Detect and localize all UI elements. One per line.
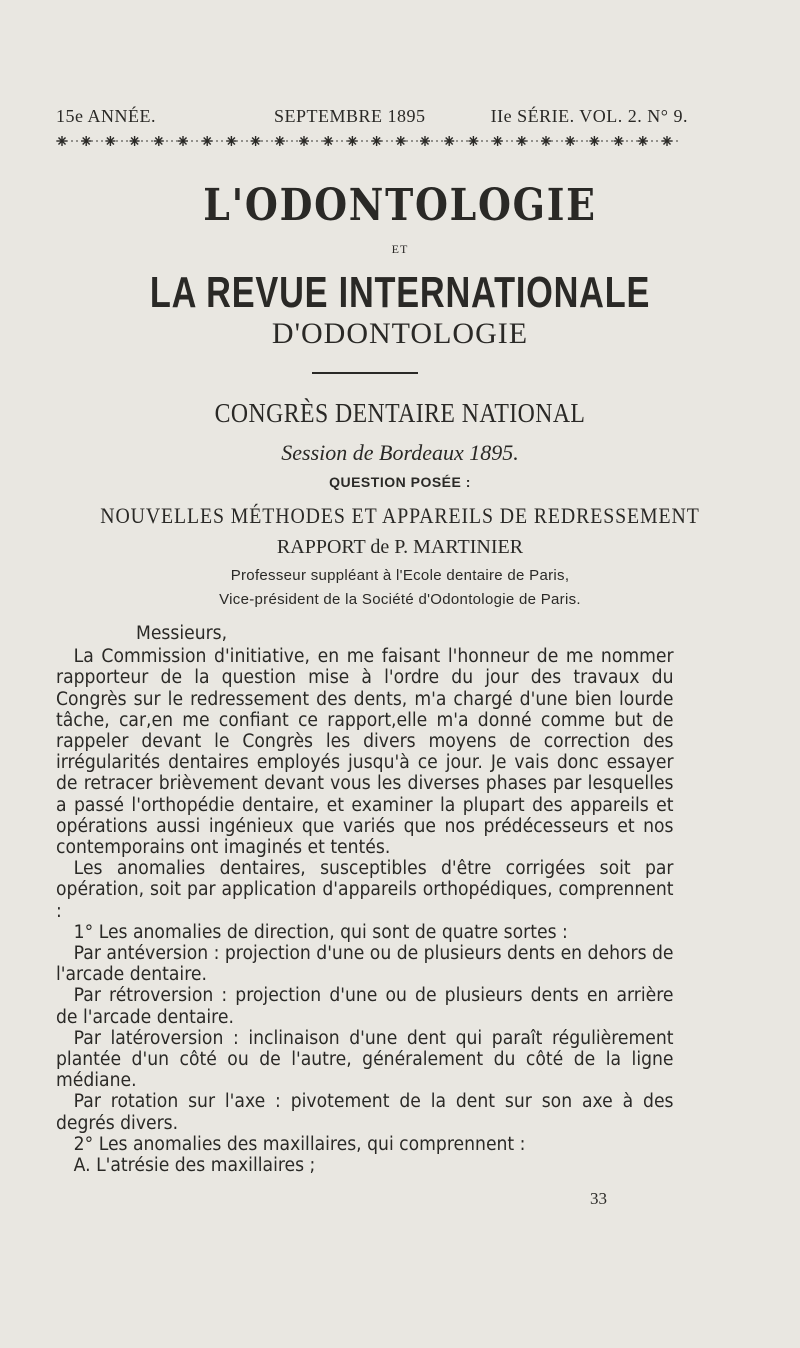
paragraph: Par rotation sur l'axe : pivotement de la dent sur son axe à des degrés divers. <box>56 1091 674 1134</box>
journal-title: L'ODONTOLOGIE <box>203 180 597 231</box>
page-number: 33 <box>590 1189 607 1208</box>
paragraph: Les anomalies dentaires, susceptibles d'être corrigées soit par opération, soit par application d'appareils orthopédiques, comprennent : <box>56 858 674 922</box>
salutation: Messieurs, <box>135 623 228 644</box>
header-date: SEPTEMBRE 1895 <box>274 106 426 126</box>
question-title: NOUVELLES MÉTHODES ET APPAREILS DE REDRESSEMENT <box>100 503 700 528</box>
divider <box>312 372 418 374</box>
header-series: IIe SÉRIE. VOL. 2. N° 9. <box>490 106 688 126</box>
paragraph: Par latéroversion : inclinaison d'une dent qui paraît régulièrement plantée d'un côté ou de l'autre, généralement du côté de la ligne médiane. <box>56 1027 674 1092</box>
author-role-2: Vice-président de la Société d'Odontologie de Paris. <box>219 591 581 608</box>
report-byline: RAPPORT de P. MARTINIER <box>276 536 524 558</box>
article-body <box>56 623 674 1176</box>
session-line: Session de Bordeaux 1895. <box>281 440 519 465</box>
revue-title: LA REVUE INTERNATIONALE <box>149 268 651 317</box>
paragraph: A. L'atrésie des maxillaires ; <box>73 1155 316 1177</box>
header-year: 15e ANNÉE. <box>56 106 156 126</box>
revue-subtitle: D'ODONTOLOGIE <box>271 317 529 350</box>
congress-title: CONGRÈS DENTAIRE NATIONAL <box>214 398 586 428</box>
paragraph: Par antéversion : projection d'une ou de plusieurs dents en dehors de l'arcade dentaire. <box>56 943 674 986</box>
author-role-1: Professeur suppléant à l'Ecole dentaire de Paris, <box>230 567 570 584</box>
question-label: QUESTION POSÉE : <box>329 474 471 490</box>
running-header <box>56 106 688 130</box>
title-conjunction: ET <box>391 242 409 256</box>
paragraph: 2° Les anomalies des maxillaires, qui comprennent : <box>73 1133 526 1155</box>
paragraph: 1° Les anomalies de direction, qui sont de quatre sortes : <box>73 921 568 943</box>
paragraph: La Commission d'initiative, en me faisant l'honneur de me nommer rapporteur de la question mise à l'ordre du jour des travaux du Congrès sur le redressement des dents, m'a chargé d'une bien lourde tâche, car,en me confiant ce rapport,elle m'a donné comme but de rappeler devant le Congrès les divers moyens de correction des irrégularités dentaires employés jusqu'à ce jour. Je vais donc essayer de retracer brièvement devant vous les diverses phases par lesquelles a passé l'orthopédie dentaire, et examiner la plupart des appareils et opérations aussi ingénieux que variés que nos prédécesseurs et nos contemporains ont imaginés et tentés. <box>56 646 674 859</box>
ornament-rule <box>56 133 680 149</box>
paragraph: Par rétroversion : projection d'une ou de plusieurs dents en arrière de l'arcade dentaire. <box>56 985 674 1028</box>
